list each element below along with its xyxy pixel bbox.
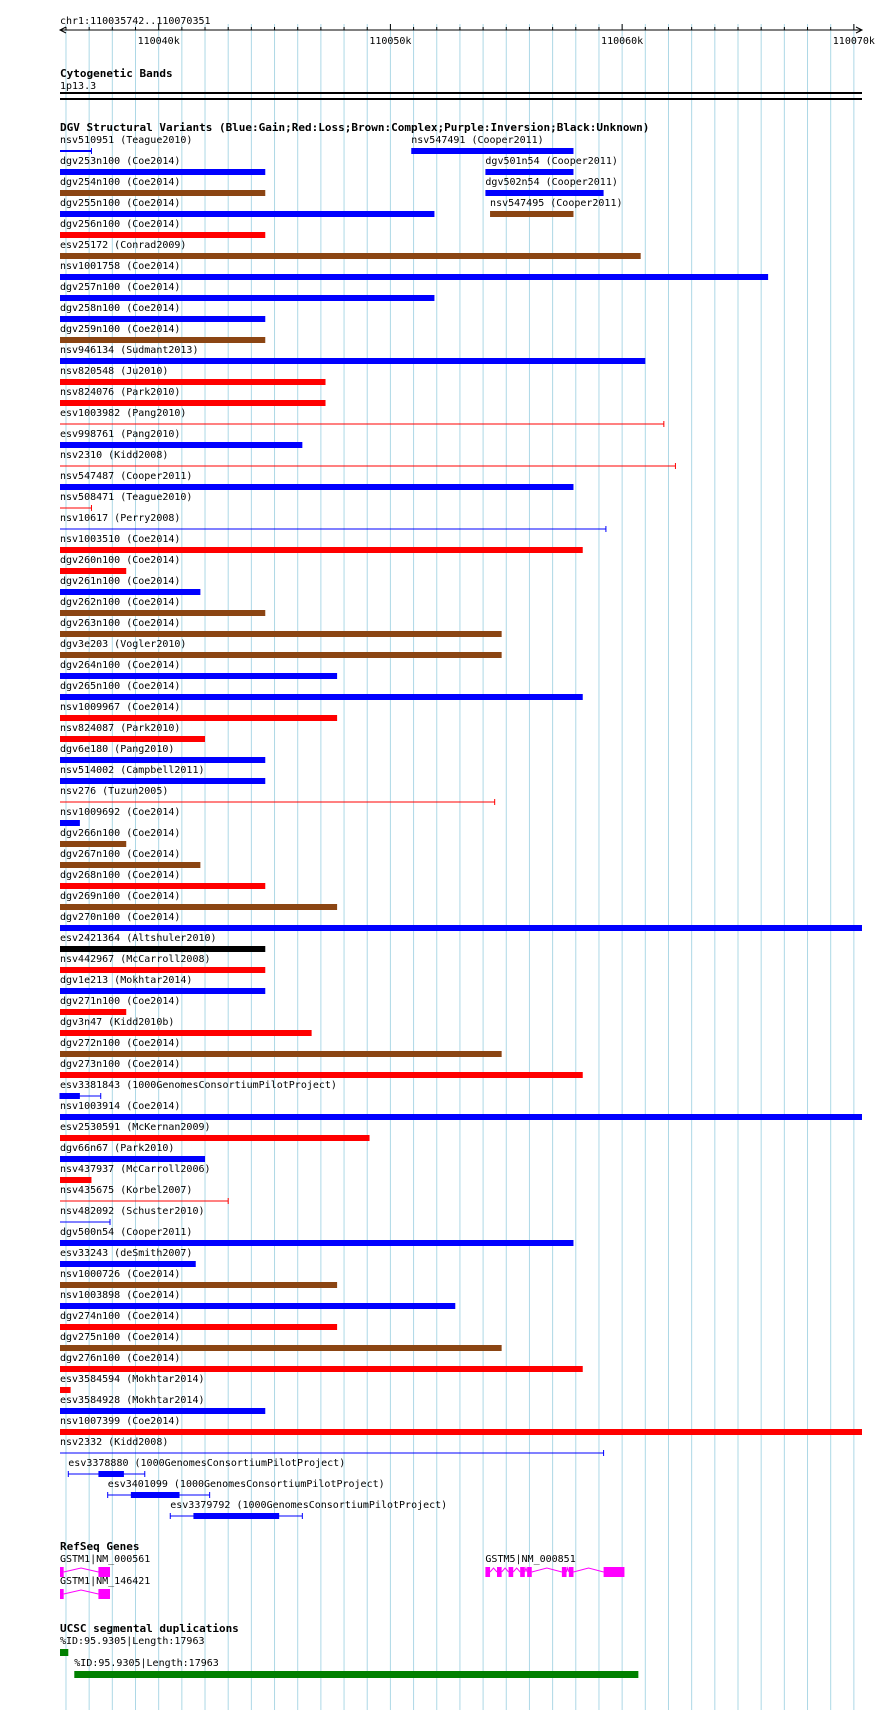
sv-feature-bar[interactable] [60,295,434,301]
sv-feature[interactable] [60,870,265,889]
sv-feature-bar[interactable] [60,631,502,637]
sv-feature[interactable] [60,723,205,742]
segdup-track-title: UCSC segmental duplications [60,1622,239,1635]
sv-feature-label: dgv255n100 (Coe2014) [60,198,181,209]
sv-feature-bar[interactable] [60,757,265,763]
sv-feature[interactable] [60,429,302,448]
sv-feature-bar[interactable] [60,652,502,658]
sv-feature[interactable] [60,555,180,574]
gene-exon[interactable] [562,1567,567,1577]
sv-feature-label: esv3401099 (1000GenomesConsortiumPilotProject) [107,1479,385,1490]
sv-feature-label: nsv820548 (Ju2010) [60,366,169,377]
sv-feature-bar[interactable] [60,358,645,364]
sv-feature-label: nsv1000726 (Coe2014) [60,1269,181,1280]
sv-feature-label: dgv275n100 (Coe2014) [60,1332,181,1343]
dgv-track [60,135,862,1519]
gene-feature[interactable] [60,1576,150,1599]
ruler-tick-label: 110070k [832,36,875,47]
sv-feature-label: dgv259n100 (Coe2014) [60,324,181,335]
sv-feature-bar[interactable] [60,547,583,553]
sv-feature[interactable] [60,1017,312,1036]
sv-feature[interactable] [60,996,180,1015]
sv-feature-label: nsv1001758 (Coe2014) [60,261,181,272]
sv-feature-bar[interactable] [411,148,573,154]
sv-feature[interactable] [60,1416,862,1435]
sv-feature-bar[interactable] [60,862,200,868]
sv-feature-bar[interactable] [60,1387,71,1393]
sv-feature-label: nsv824076 (Park2010) [60,387,181,398]
gene-exon[interactable] [569,1567,574,1577]
sv-feature-label: nsv435675 (Korbel2007) [60,1185,193,1196]
gene-exon[interactable] [485,1567,490,1577]
sv-feature-label: nsv1009692 (Coe2014) [60,807,181,818]
sv-feature-bar[interactable] [60,1240,573,1246]
sv-feature-label: nsv1003898 (Coe2014) [60,1290,181,1301]
sv-feature-bar[interactable] [60,1156,205,1162]
sv-feature-label: esv3584594 (Mokhtar2014) [60,1374,205,1385]
sv-feature[interactable] [60,471,573,490]
sv-feature-label: dgv267n100 (Coe2014) [60,849,181,860]
sv-feature[interactable] [60,387,326,406]
sv-feature-label: nsv510951 (Teague2010) [60,135,193,146]
sv-feature[interactable] [60,1311,337,1330]
sv-feature-bar[interactable] [60,1051,502,1057]
sv-feature-label: dgv264n100 (Coe2014) [60,660,181,671]
sv-feature[interactable] [60,513,606,532]
sv-feature[interactable] [60,954,265,973]
sv-feature-label: dgv1e213 (Mokhtar2014) [60,975,193,986]
sv-feature[interactable] [60,240,641,259]
gene-intron [490,1568,497,1572]
sv-feature[interactable] [60,639,502,658]
sv-feature-bar[interactable] [60,1408,265,1414]
sv-feature[interactable] [60,849,200,868]
sv-feature[interactable] [60,1080,337,1099]
sv-feature-bar[interactable] [60,1177,91,1183]
sv-feature-label: dgv256n100 (Coe2014) [60,219,181,230]
segdup-label: %ID:95.9305|Length:17963 [60,1636,205,1647]
sv-feature[interactable] [60,1332,502,1351]
sv-feature[interactable] [68,1458,345,1477]
sv-feature-label: esv25172 (Conrad2009) [60,240,187,251]
sv-feature[interactable] [60,345,645,364]
sv-feature-bar[interactable] [60,946,265,952]
sv-feature-bar[interactable] [60,169,265,175]
sv-feature-label: nsv2332 (Kidd2008) [60,1437,169,1448]
sv-feature[interactable] [60,1269,337,1288]
gene-label: GSTM1|NM_146421 [60,1576,151,1587]
sv-feature-bar[interactable] [60,694,583,700]
sv-feature-label: dgv276n100 (Coe2014) [60,1353,181,1364]
sv-feature-bar[interactable] [60,442,302,448]
cytoband-label: 1p13.3 [60,81,97,92]
ruler-tick-label: 110060k [601,36,644,47]
gene-intron [502,1568,509,1572]
sv-feature[interactable] [485,156,617,175]
sv-feature-bar[interactable] [60,610,265,616]
gene-exon[interactable] [60,1589,64,1599]
sv-feature[interactable] [60,1248,196,1267]
sv-feature[interactable] [60,597,265,616]
sv-feature-bar[interactable] [60,589,200,595]
sv-feature-label: esv998761 (Pang2010) [60,429,181,440]
ruler-tick-label: 110040k [137,36,180,47]
gene-feature[interactable] [60,1554,150,1577]
sv-feature-bar[interactable] [98,1471,123,1477]
sv-feature-bar[interactable] [60,1261,196,1267]
sv-feature-bar[interactable] [131,1492,180,1498]
sv-feature[interactable] [60,1374,205,1393]
sv-feature-label: nsv482092 (Schuster2010) [60,1206,205,1217]
sv-feature[interactable] [60,303,265,322]
sv-feature-label: dgv262n100 (Coe2014) [60,597,181,608]
sv-feature[interactable] [60,366,326,385]
sv-feature-bar[interactable] [60,904,337,910]
sv-feature[interactable] [60,1290,455,1309]
sv-feature-bar[interactable] [60,841,126,847]
sv-feature[interactable] [60,765,265,784]
sv-feature-label: nsv514002 (Campbell2011) [60,765,205,776]
sv-feature[interactable] [60,1206,205,1225]
gene-intron [525,1568,527,1572]
sv-feature[interactable] [60,618,502,637]
cytoband-ideogram-upper [60,92,862,94]
sv-feature-label: dgv3n47 (Kidd2010b) [60,1017,175,1028]
sv-feature-label: dgv257n100 (Coe2014) [60,282,181,293]
sv-feature[interactable] [60,177,265,196]
sv-feature-label: dgv66n67 (Park2010) [60,1143,175,1154]
sv-feature-label: esv3381843 (1000GenomesConsortiumPilotProject) [60,1080,337,1091]
refseq-track-title: RefSeq Genes [60,1540,140,1553]
sv-feature-label: nsv547491 (Cooper2011) [411,135,544,146]
sv-feature-label: dgv270n100 (Coe2014) [60,912,181,923]
sv-feature-label: dgv254n100 (Coe2014) [60,177,181,188]
sv-feature-label: esv2421364 (Altshuler2010) [60,933,217,944]
sv-feature-label: dgv260n100 (Coe2014) [60,555,181,566]
sv-feature[interactable] [60,975,265,994]
sv-feature-label: dgv500n54 (Cooper2011) [60,1227,193,1238]
segdup-feature[interactable] [60,1636,205,1656]
sv-feature-bar[interactable] [490,211,573,217]
sv-feature-bar[interactable] [60,967,265,973]
sv-feature-label: nsv442967 (McCarroll2008) [60,954,211,965]
sv-feature[interactable] [60,702,337,721]
gene-intron [532,1568,562,1572]
sv-feature-label: nsv508471 (Teague2010) [60,492,193,503]
sv-feature-bar[interactable] [60,1366,583,1372]
sv-feature-bar[interactable] [60,1009,126,1015]
sv-feature-label: esv3379792 (1000GenomesConsortiumPilotProject) [170,1500,448,1511]
sv-feature[interactable] [485,177,617,196]
sv-feature[interactable] [411,135,573,154]
sv-feature-label: esv33243 (deSmith2007) [60,1248,193,1259]
sv-feature-bar[interactable] [60,1429,862,1435]
sv-feature-label: dgv502n54 (Cooper2011) [485,177,618,188]
gene-exon[interactable] [604,1567,625,1577]
sv-feature-bar[interactable] [60,211,434,217]
sv-feature[interactable] [60,933,265,952]
segdup-label: %ID:95.9305|Length:17963 [74,1658,219,1669]
sv-feature-label: dgv6e180 (Pang2010) [60,744,175,755]
sv-feature-bar[interactable] [60,190,265,196]
sv-feature-label: dgv265n100 (Coe2014) [60,681,181,692]
sv-feature-bar[interactable] [60,883,265,889]
sv-feature[interactable] [60,1395,265,1414]
gene-exon[interactable] [98,1589,110,1599]
sv-feature[interactable] [60,492,192,511]
sv-feature-label: dgv253n100 (Coe2014) [60,156,181,167]
sv-feature[interactable] [60,786,495,805]
sv-feature-label: dgv271n100 (Coe2014) [60,996,181,1007]
sv-feature-label: nsv2310 (Kidd2008) [60,450,169,461]
sv-feature[interactable] [60,1101,862,1120]
gene-intron [513,1568,520,1572]
sv-feature-bar[interactable] [193,1513,279,1519]
sv-feature-bar[interactable] [60,274,768,280]
sv-feature-label: nsv276 (Tuzun2005) [60,786,169,797]
sv-feature-bar[interactable] [60,400,326,406]
sv-feature-label: dgv272n100 (Coe2014) [60,1038,181,1049]
sv-feature[interactable] [60,324,265,343]
sv-feature-label: esv2530591 (McKernan2009) [60,1122,211,1133]
sv-feature[interactable] [60,576,200,595]
sv-feature-label: nsv10617 (Perry2008) [60,513,181,524]
sv-feature-label: dgv266n100 (Coe2014) [60,828,181,839]
segdup-bar[interactable] [60,1649,68,1656]
sv-feature[interactable] [60,1122,370,1141]
sv-feature-bar[interactable] [60,1282,337,1288]
gene-exon[interactable] [527,1567,532,1577]
sv-feature[interactable] [60,1437,604,1456]
sv-feature-bar[interactable] [60,736,205,742]
ruler-tick-label: 110050k [369,36,412,47]
sv-feature[interactable] [490,198,622,217]
sv-feature[interactable] [60,1038,502,1057]
sv-feature[interactable] [60,828,180,847]
sv-feature[interactable] [60,219,265,238]
sv-feature-label: dgv273n100 (Coe2014) [60,1059,181,1070]
gene-intron [64,1590,99,1594]
position-label: chr1:110035742..110070351 [60,16,211,27]
cytoband-ideogram-lower [60,98,862,100]
gene-exon[interactable] [509,1567,514,1577]
sv-feature-bar[interactable] [485,169,573,175]
sv-feature[interactable] [60,912,862,931]
refseq-track [60,1554,624,1599]
sv-feature-label: dgv274n100 (Coe2014) [60,1311,181,1322]
sv-feature[interactable] [60,156,265,175]
sv-feature-label: nsv1003510 (Coe2014) [60,534,181,545]
sv-feature[interactable] [60,807,180,826]
sv-feature-label: nsv1003914 (Coe2014) [60,1101,181,1112]
gene-exon[interactable] [520,1567,525,1577]
sv-feature-bar[interactable] [60,253,641,259]
segdup-feature[interactable] [74,1658,638,1678]
sv-feature-label: nsv946134 (Sudmant2013) [60,345,199,356]
sv-feature-label: dgv3e203 (Vogler2010) [60,639,187,650]
segdup-track [60,1636,638,1678]
sv-feature[interactable] [170,1500,447,1519]
sv-feature[interactable] [60,891,337,910]
sv-feature-bar[interactable] [60,715,337,721]
sv-feature-label: dgv501n54 (Cooper2011) [485,156,618,167]
sv-feature-bar[interactable] [60,988,265,994]
sv-feature-label: esv1003982 (Pang2010) [60,408,187,419]
sv-feature-label: dgv268n100 (Coe2014) [60,870,181,881]
sv-feature-bar[interactable] [60,568,126,574]
gene-label: GSTM5|NM_000851 [485,1554,576,1565]
segdup-bar[interactable] [74,1671,638,1678]
sv-feature-bar[interactable] [60,1114,862,1120]
sv-feature-bar[interactable] [60,379,326,385]
sv-feature-bar[interactable] [60,1303,455,1309]
sv-feature-bar[interactable] [60,1324,337,1330]
sv-feature[interactable] [60,135,192,154]
sv-feature-bar[interactable] [485,190,603,196]
sv-feature[interactable] [60,1227,573,1246]
sv-feature-bar[interactable] [60,484,573,490]
sv-feature-bar[interactable] [60,778,265,784]
sv-feature-label: nsv437937 (McCarroll2006) [60,1164,211,1175]
sv-feature-bar[interactable] [60,820,80,826]
sv-feature-label: dgv269n100 (Coe2014) [60,891,181,902]
sv-feature-bar[interactable] [60,1345,502,1351]
gene-exon[interactable] [497,1567,502,1577]
sv-feature-bar[interactable] [60,337,265,343]
sv-feature[interactable] [60,660,337,679]
sv-feature-bar[interactable] [60,1093,80,1099]
sv-feature[interactable] [60,1185,228,1204]
dgv-track-title: DGV Structural Variants (Blue:Gain;Red:Loss;Brown:Complex;Purple:Inversion;Black:Unknown) [60,121,650,134]
sv-feature-label: nsv1007399 (Coe2014) [60,1416,181,1427]
sv-feature-bar[interactable] [60,925,862,931]
sv-feature[interactable] [60,1143,205,1162]
sv-feature-label: dgv263n100 (Coe2014) [60,618,181,629]
sv-feature-bar[interactable] [60,150,91,152]
sv-feature[interactable] [108,1479,385,1498]
gene-intron [64,1568,99,1572]
sv-feature-bar[interactable] [60,1072,583,1078]
sv-feature-label: dgv261n100 (Coe2014) [60,576,181,587]
sv-feature[interactable] [60,408,664,427]
sv-feature-label: esv3378880 (1000GenomesConsortiumPilotProject) [68,1458,346,1469]
sv-feature[interactable] [60,744,265,763]
sv-feature-label: nsv547487 (Cooper2011) [60,471,193,482]
gene-intron [567,1568,569,1572]
sv-feature-label: nsv824087 (Park2010) [60,723,181,734]
sv-feature-label: nsv547495 (Cooper2011) [490,198,623,209]
sv-feature-bar[interactable] [60,673,337,679]
sv-feature-bar[interactable] [60,1135,370,1141]
sv-feature-bar[interactable] [60,232,265,238]
sv-feature-bar[interactable] [60,316,265,322]
gene-label: GSTM1|NM_000561 [60,1554,151,1565]
sv-feature[interactable] [60,198,434,217]
sv-feature-label: dgv258n100 (Coe2014) [60,303,181,314]
sv-feature-label: nsv1009967 (Coe2014) [60,702,181,713]
sv-feature-label: esv3584928 (Mokhtar2014) [60,1395,205,1406]
cytoband-track-title: Cytogenetic Bands [60,67,173,80]
sv-feature-bar[interactable] [60,1030,312,1036]
sv-feature[interactable] [60,282,434,301]
